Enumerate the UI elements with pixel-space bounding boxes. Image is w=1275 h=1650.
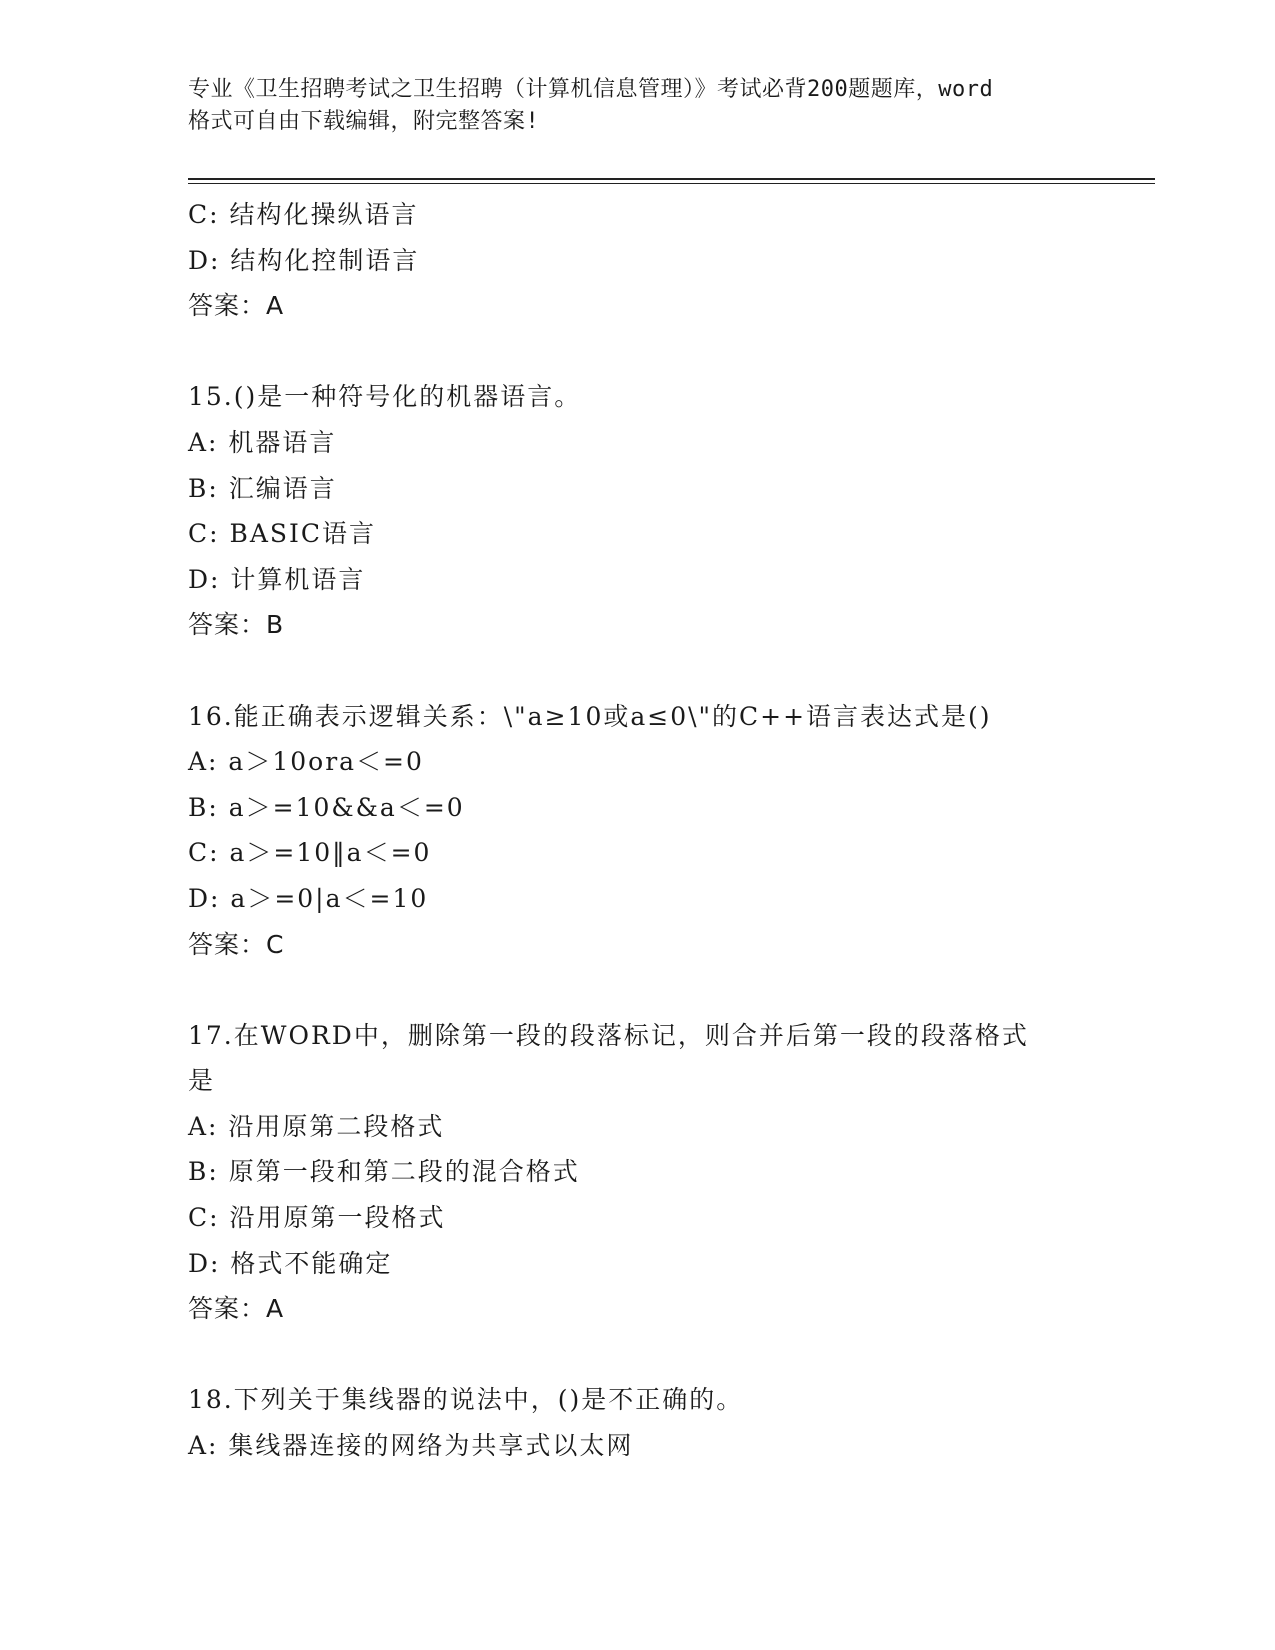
option-c: C: BASIC语言 bbox=[188, 519, 377, 549]
question-17 bbox=[188, 1013, 1088, 1332]
header-line-1: 专业《卫生招聘考试之卫生招聘（计算机信息管理）》考试必背200题题库，word bbox=[188, 77, 994, 102]
option-b: B: a＞=10&&a＜=0 bbox=[188, 792, 465, 822]
option-d: D: a＞=0|a＜=10 bbox=[188, 883, 429, 913]
answer-line: 答案：B bbox=[188, 610, 285, 640]
question-content bbox=[188, 192, 1088, 1469]
option-d: D: 格式不能确定 bbox=[188, 1248, 393, 1278]
option-c: C: 沿用原第一段格式 bbox=[188, 1203, 446, 1233]
spacer bbox=[188, 1332, 1088, 1378]
header-rule-thin bbox=[188, 183, 1155, 184]
question-18 bbox=[188, 1377, 1088, 1468]
option-a: A: 集线器连接的网络为共享式以太网 bbox=[188, 1431, 634, 1461]
option-c: C: a＞=10‖a＜=0 bbox=[188, 838, 432, 868]
option-d: D: 结构化控制语言 bbox=[188, 245, 420, 275]
option-d: D: 计算机语言 bbox=[188, 564, 366, 594]
document-header bbox=[188, 74, 1088, 138]
option-b: B: 汇编语言 bbox=[188, 473, 337, 503]
answer-line: 答案：A bbox=[188, 1294, 285, 1324]
question-stem: 17.在WORD中，删除第一段的段落标记，则合并后第一段的段落格式 bbox=[188, 1020, 1029, 1050]
question-stem: 16.能正确表示逻辑关系：\"a≥10或a≤0\"的C++语言表达式是() bbox=[188, 701, 992, 731]
option-a: A: a＞10ora＜=0 bbox=[188, 747, 424, 777]
option-b: B: 原第一段和第二段的混合格式 bbox=[188, 1157, 580, 1187]
answer-line: 答案：C bbox=[188, 929, 285, 959]
spacer bbox=[188, 648, 1088, 694]
header-line-2: 格式可自由下载编辑，附完整答案! bbox=[188, 109, 540, 134]
option-a: A: 机器语言 bbox=[188, 427, 337, 457]
spacer bbox=[188, 967, 1088, 1013]
question-stem-continued: 是 bbox=[188, 1066, 216, 1096]
question-14-continued bbox=[188, 192, 1088, 329]
header-rule-thick bbox=[188, 178, 1155, 180]
answer-line: 答案：A bbox=[188, 291, 285, 321]
question-stem: 15.()是一种符号化的机器语言。 bbox=[188, 382, 582, 412]
option-c: C: 结构化操纵语言 bbox=[188, 200, 419, 229]
question-stem: 18.下列关于集线器的说法中，()是不正确的。 bbox=[188, 1385, 744, 1415]
option-a: A: 沿用原第二段格式 bbox=[188, 1111, 445, 1141]
question-16 bbox=[188, 694, 1088, 968]
spacer bbox=[188, 329, 1088, 375]
question-15 bbox=[188, 374, 1088, 648]
